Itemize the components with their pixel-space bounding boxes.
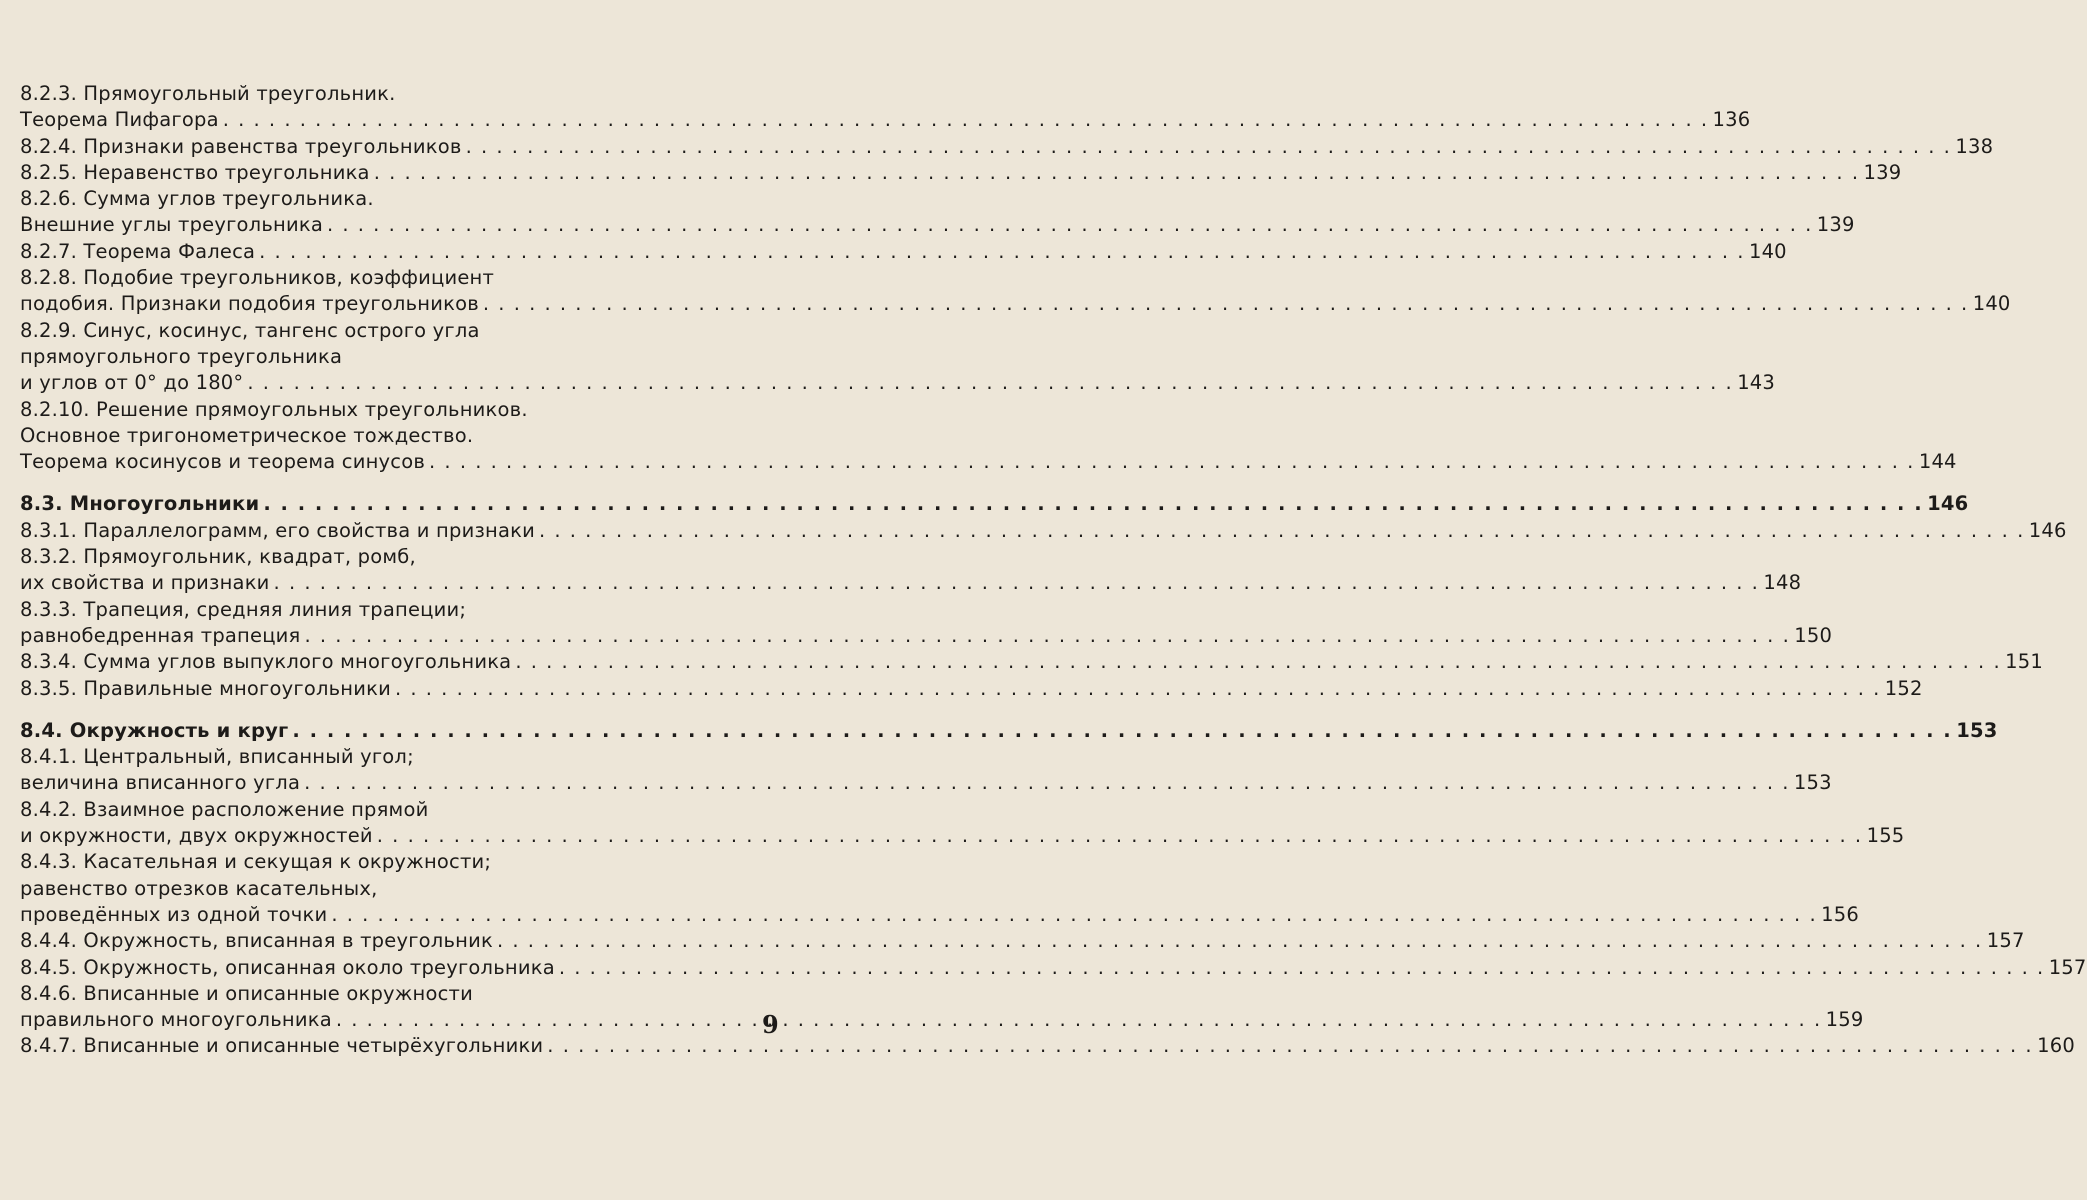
toc-entry-page: 136 [1712,108,1751,132]
toc-entry [20,771,1832,797]
leader-dots [270,571,1760,594]
toc-entry-title: равенство отрезков касательных, [20,876,378,900]
section-gap [20,476,785,492]
leader-dots [219,108,1709,131]
toc-entry-page: 153 [1793,771,1832,795]
toc-entry-title: Внешние углы треугольника [20,213,323,237]
toc-entry [20,371,1776,397]
toc-entry-title: 8.2.5. Неравенство треугольника [20,160,370,184]
toc-entry-page: 153 [1956,718,1998,742]
leader-dots [479,292,1969,315]
leader-dots [493,929,1983,952]
leader-dots [391,677,1881,700]
toc-entry [20,292,2011,318]
toc-entry-title: 8.4.2. Взаимное расположение прямой [20,797,429,821]
toc-entry-title: величина вписанного угла [20,771,301,795]
toc-entry [20,518,2067,545]
toc-entry-page: 157 [1986,929,2025,953]
page-number: 9 [762,1010,779,1039]
toc-entry [20,676,1923,703]
toc-entry [20,982,785,1008]
toc-entry-page: 151 [2005,650,2043,674]
toc-entry-title: 8.2.10. Решение прямоугольных треугольников. [20,397,528,421]
leader-dots [288,719,1952,742]
toc-entry-page: 152 [1884,676,1923,700]
toc-entry-page: 140 [1748,239,1787,263]
leader-dots [259,492,1923,515]
toc-entry [20,798,785,824]
toc-entry-title: 8.4.5. Окружность, описанная около треугольника [20,955,555,979]
toc-entry-title: прямоугольного треугольника [20,344,343,368]
leader-dots [300,771,1790,794]
leader-dots [323,213,1813,236]
toc-entry [20,213,1855,239]
toc-entry-title: и окружности, двух окружностей [20,824,373,848]
leader-dots [300,624,1790,647]
toc-entry-title: и углов от 0° до 180° [20,371,244,395]
leader-dots [255,240,1745,263]
toc-entry-title: 8.2.6. Сумма углов треугольника. [20,187,374,211]
section-gap [20,703,785,719]
toc-entry-page: 143 [1737,371,1776,395]
toc-entry-page: 160 [2037,1034,2075,1058]
toc-entry [20,239,1787,266]
toc-entry-title: 8.3. Многоугольники [20,492,260,516]
toc-entry-title: 8.2.4. Признаки равенства треугольников [20,134,462,158]
toc-entry-page: 139 [1816,213,1855,237]
toc-entry [20,598,785,624]
toc-entry [20,650,2043,676]
toc-entry [20,824,1905,850]
toc-entry [20,398,785,424]
toc-entry [20,424,785,450]
leader-dots [373,824,1863,847]
leader-dots [535,519,2025,542]
toc-entry-title: 8.3.2. Прямоугольник, квадрат, ромб, [20,545,416,569]
toc-entry [20,745,785,771]
toc-entry [20,1034,2075,1060]
toc-entry-page: 150 [1794,623,1833,647]
toc-entry-page: 155 [1866,824,1905,848]
leader-dots [332,1008,1822,1031]
leader-dots [462,135,1952,158]
toc-entry-title: их свойства и признаки [20,571,270,595]
toc-entry [20,955,2087,982]
toc-entry-page: 146 [1927,492,1969,516]
toc-entry-title: 8.2.9. Синус, косинус, тангенс острого угла [20,318,480,342]
toc-entry-page: 146 [2028,518,2067,542]
toc-entry-title: Теорема Пифагора [20,108,219,132]
toc-entry-title: 8.2.3. Прямоугольный треугольник. [20,82,396,105]
toc-entry [20,545,785,571]
toc-entry-title: проведённых из одной точки [20,902,328,926]
toc-entry [20,108,1751,134]
toc-entry-title: подобия. Признаки подобия треугольников [20,292,479,316]
toc-entry [20,82,785,108]
leader-dots [243,371,1733,394]
leader-dots [555,956,2045,979]
table-of-contents [20,82,2087,1061]
toc-entry-title: 8.3.3. Трапеция, средняя линия трапеции; [20,597,467,621]
toc-entry-title: равнобедренная трапеция [20,623,301,647]
toc-entry [20,450,1957,476]
toc-entry-page: 144 [1918,450,1957,474]
toc-entry-title: 8.4.6. Вписанные и описанные окружности [20,981,473,1005]
toc-entry-page: 156 [1821,902,1859,926]
toc-entry-title: 8.4.7. Вписанные и описанные четырёхугольники [20,1034,544,1058]
toc-section-heading [20,718,1998,745]
toc-entry [20,877,785,903]
toc-entry-title: Теорема косинусов и теорема синусов [20,450,426,474]
toc-entry [20,929,2025,955]
toc-entry [20,266,785,292]
toc-entry-title: 8.3.1. Параллелограмм, его свойства и признаки [20,518,535,542]
toc-section-heading [20,492,1969,518]
toc-entry-page: 159 [1825,1008,1864,1032]
leader-dots [425,450,1915,473]
toc-entry [20,623,1833,650]
leader-dots [370,161,1860,184]
toc-entry-title: 8.4.3. Касательная и секущая к окружности; [20,850,492,874]
toc-entry-title: правильного многоугольника [20,1008,332,1032]
toc-entry-title: 8.4.1. Центральный, вписанный угол; [20,745,414,769]
leader-dots [327,903,1817,926]
toc-entry [20,902,1859,929]
leader-dots [511,650,2001,673]
toc-entry-title: 8.3.5. Правильные многоугольники [20,676,391,700]
toc-entry-title: 8.4.4. Окружность, вписанная в треугольник [20,929,493,953]
toc-entry-page: 140 [1972,292,2011,316]
toc-entry [20,187,785,213]
toc-entry [20,1008,1864,1034]
toc-entry-title: 8.2.8. Подобие треугольников, коэффициент [20,266,495,290]
toc-entry-title: 8.4. Окружность и круг [20,718,289,742]
toc-entry [20,160,1902,187]
toc-entry [20,850,785,876]
toc-entry [20,319,785,345]
toc-entry [20,571,1802,597]
toc-entry [20,134,1994,161]
toc-entry [20,345,785,371]
toc-entry-title: Основное тригонометрическое тождество. [20,423,474,447]
toc-entry-page: 139 [1863,160,1902,184]
toc-entry-page: 148 [1763,571,1802,595]
toc-entry-page: 138 [1955,134,1994,158]
toc-entry-page: 157 [2048,955,2087,979]
toc-entry-title: 8.3.4. Сумма углов выпуклого многоугольника [20,650,512,674]
toc-entry-title: 8.2.7. Теорема Фалеса [20,239,256,263]
